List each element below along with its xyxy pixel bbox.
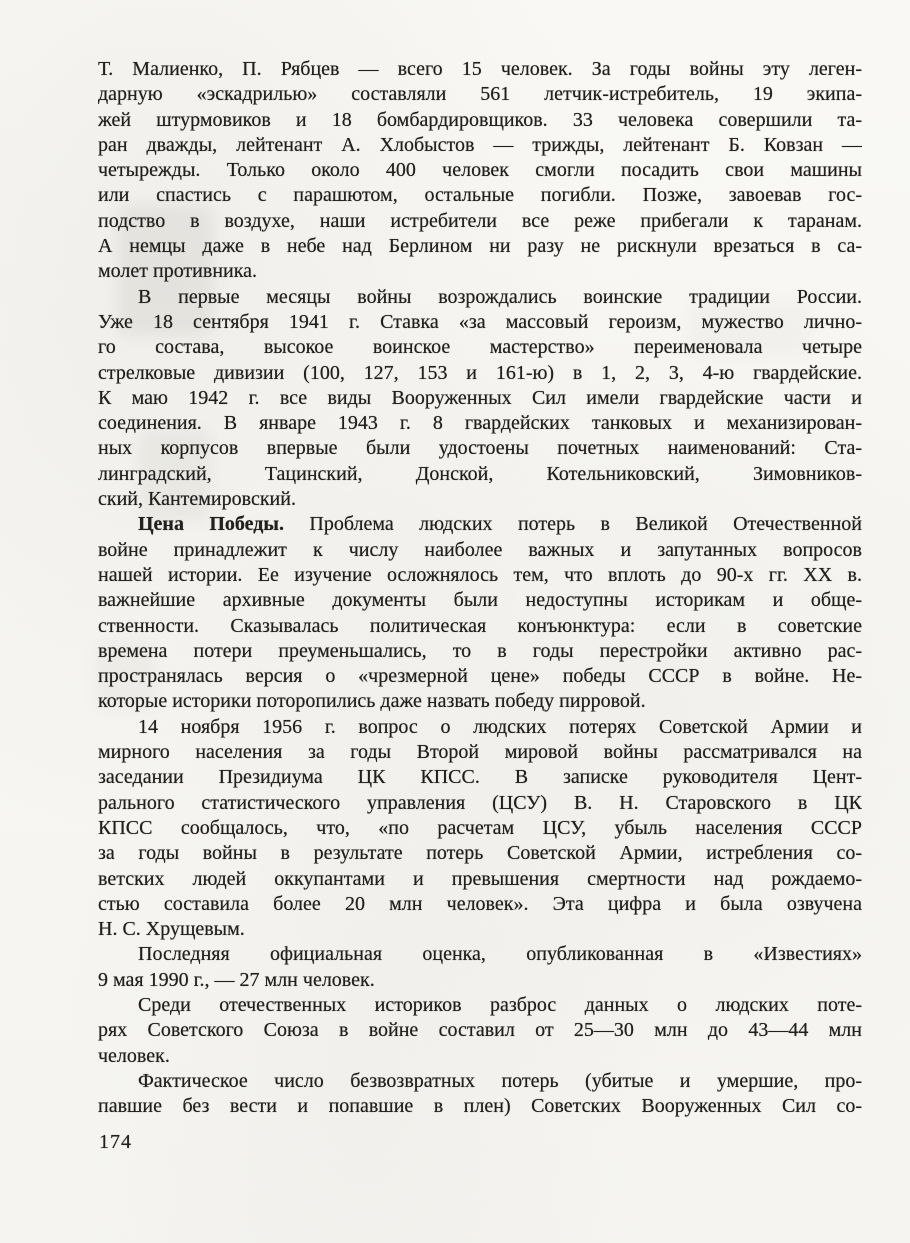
paragraph — [98, 1069, 862, 1120]
text-line: ран дважды, лейтенант А. Хлобыстов — трижды, лейтенант Б. Ковзан — — [98, 133, 862, 156]
text-line: заседании Президиума ЦК КПСС. В записке руководителя Цент- — [98, 766, 862, 789]
text-line: войне принадлежит к числу наиболее важных и запутанных вопросов — [98, 538, 862, 561]
text-line: Последняя официальная оценка, опубликованная в «Известиях» — [138, 943, 862, 966]
paragraph — [98, 512, 862, 714]
paragraph — [98, 715, 862, 943]
text-line: рях Советского Союза в войне составил от 25—30 млн до 43—44 млн — [98, 1019, 862, 1042]
text-line: стью составила более 20 млн человек». Эта цифра и была озвучена — [98, 892, 862, 915]
text-line: молет противника. — [98, 260, 258, 283]
text-line: Н. С. Хрущевым. — [98, 918, 245, 941]
text-line: А немцы даже в небе над Берлином ни разу не рискнули врезаться в са- — [98, 235, 862, 258]
text-line: пространялась версия о «чрезмерной цене» победы СССР в войне. Не- — [98, 665, 862, 688]
text-line: ветских людей оккупантами и превышения смертности над рождаемо- — [98, 867, 862, 890]
text-line: линградский, Тацинский, Донской, Котельниковский, Зимовников- — [98, 462, 862, 485]
text-line: ский, Кантемировский. — [98, 488, 296, 511]
text-line: Фактическое число безвозвратных потерь (убитые и умершие, про- — [138, 1069, 862, 1092]
text-line: подство в воздухе, наши истребители все реже прибегали к таранам. — [98, 209, 862, 232]
text-line: рального статистического управления (ЦСУ) В. Н. Старовского в ЦК — [98, 791, 862, 814]
text-line: ственности. Сказывалась политическая конъюнктура: если в советские — [98, 614, 862, 637]
text-line: Т. Малиенко, П. Рябцев — всего 15 человек. За годы войны эту леген- — [98, 58, 862, 80]
text-line: человек. — [98, 1044, 170, 1067]
text-line: стрелковые дивизии (100, 127, 153 и 161-ю) в 1, 2, 3, 4-ю гвардейские. — [98, 361, 862, 384]
text-line: которые историки поторопились даже назвать победу пирровой. — [98, 690, 646, 713]
page-number: 174 — [99, 1131, 132, 1153]
paragraph — [98, 285, 862, 513]
text-line: жей штурмовиков и 18 бомбардировщиков. 33 человека совершили та- — [98, 108, 862, 131]
text-line: или спастись с парашютом, остальные погибли. Позже, завоевав гос- — [98, 184, 862, 207]
text-line: КПСС сообщалось, что, «по расчетам ЦСУ, убыль населения СССР — [98, 816, 862, 839]
text-line: 9 мая 1990 г., — 27 млн человек. — [98, 968, 375, 991]
text-line: павшие без вести и попавшие в плен) Советских Вооруженных Сил со- — [98, 1095, 862, 1118]
paragraph — [98, 57, 862, 285]
paragraph — [98, 993, 862, 1069]
text-line: го состава, высокое воинское мастерство» переименовала четыре — [98, 336, 862, 359]
text-line: времена потери преуменьшались, то в годы перестройки активно рас- — [98, 639, 862, 662]
text-line: Уже 18 сентября 1941 г. Ставка «за массовый героизм, мужество лично- — [98, 310, 862, 333]
text-line: ных корпусов впервые были удостоены почетных наименований: Ста- — [98, 437, 862, 460]
text-line: важнейшие архивные документы были недоступны историкам и обще- — [98, 589, 862, 612]
text-line: за годы войны в результате потерь Советской Армии, истребления со- — [98, 842, 862, 865]
text-line: соединения. В январе 1943 г. 8 гвардейских танковых и механизирован- — [98, 412, 862, 435]
text-line: нашей истории. Ее изучение осложнялось тем, что вплоть до 90-х гг. XX в. — [98, 563, 862, 586]
text-line: В первые месяцы войны возрождались воинские традиции России. — [138, 285, 862, 308]
page-text-block — [98, 57, 862, 1119]
paragraph — [98, 942, 862, 993]
text-line: четырежды. Только около 400 человек смогли посадить свои машины — [98, 159, 862, 182]
text-line: Цена Победы. Проблема людских потерь в Великой Отечественной — [138, 513, 862, 536]
text-line: Среди отечественных историков разброс данных о людских поте- — [138, 993, 862, 1016]
text-line: дарную «эскадрилью» составляли 561 летчик-истребитель, 19 экипа- — [98, 83, 862, 106]
text-line: мирного населения за годы Второй мировой войны рассматривался на — [98, 741, 862, 764]
text-line: 14 ноября 1956 г. вопрос о людских потерях Советской Армии и — [138, 715, 862, 738]
text-line: К маю 1942 г. все виды Вооруженных Сил имели гвардейские части и — [98, 386, 862, 409]
paragraph-lead: Цена Победы. — [138, 513, 284, 536]
